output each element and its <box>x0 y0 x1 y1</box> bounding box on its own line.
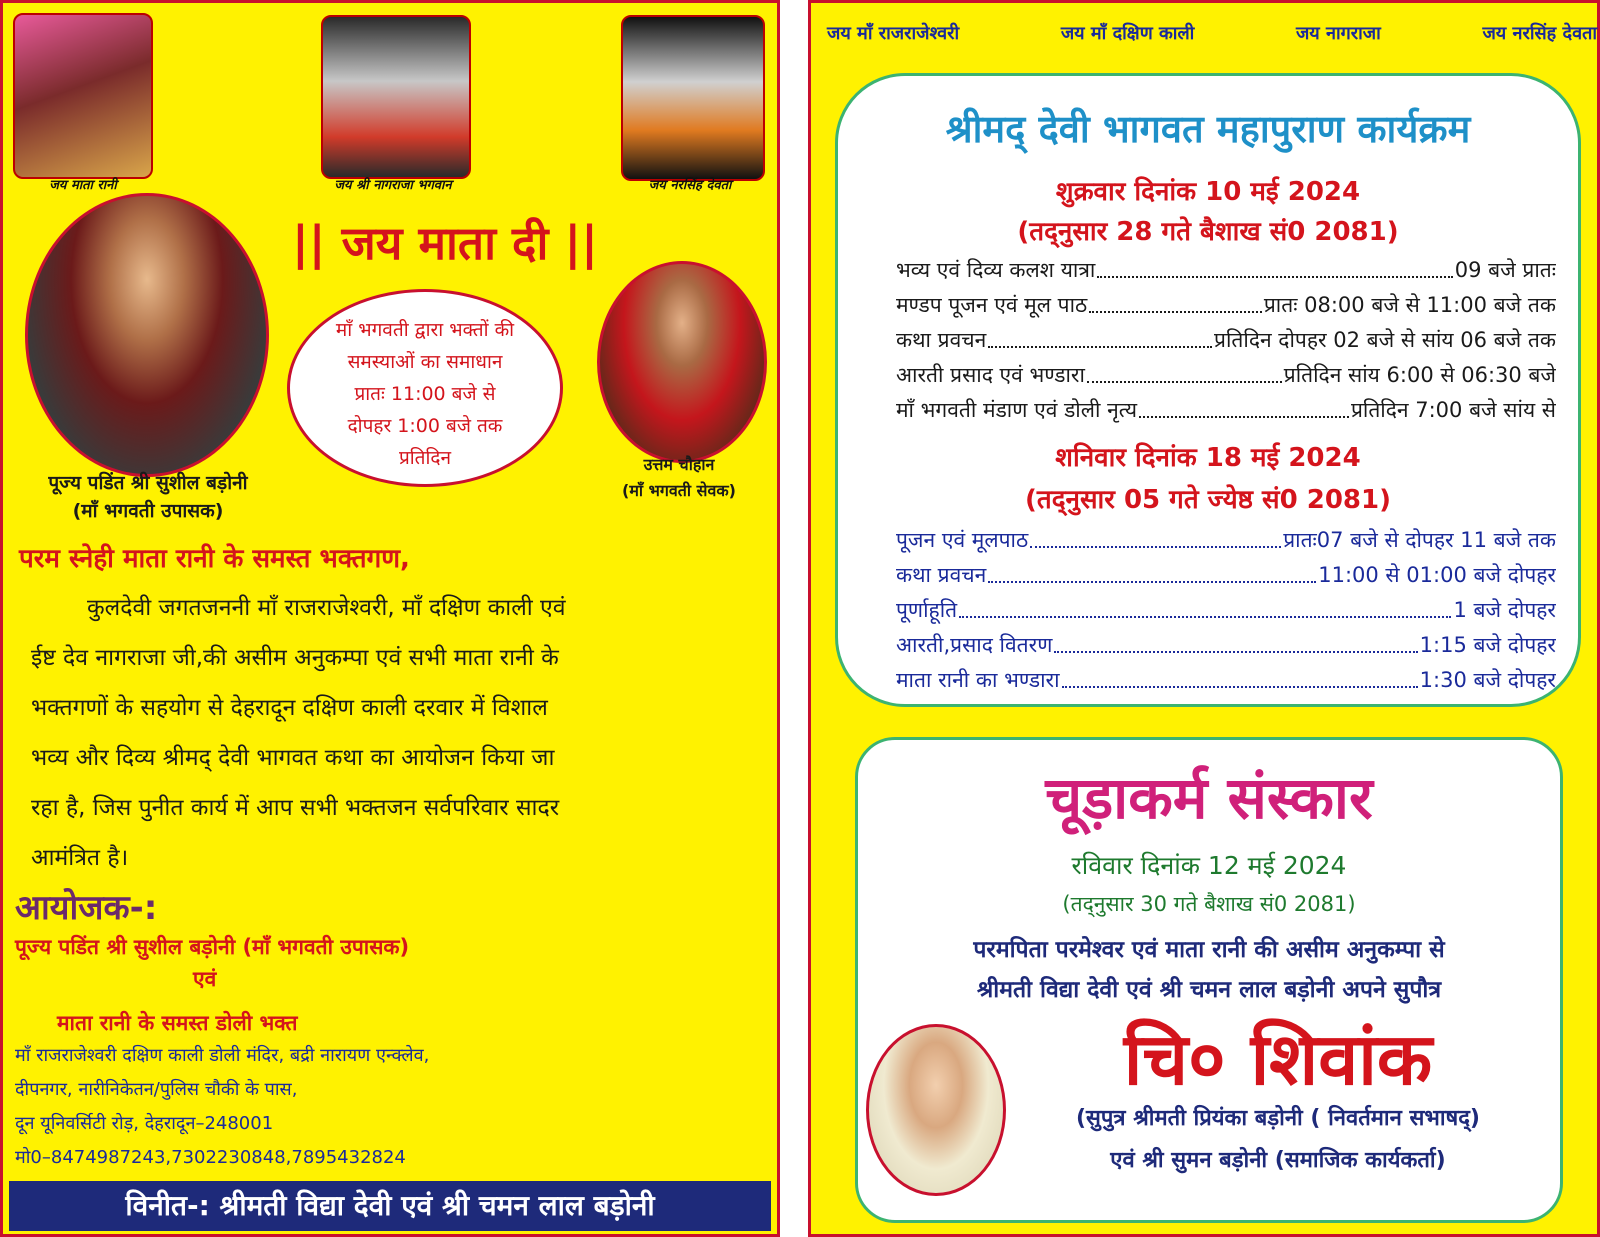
sanskar-title: चूड़ाकर्म संस्कार <box>1045 764 1373 832</box>
row-value: प्रातः 08:00 बजे से 11:00 बजे तक <box>1263 293 1556 317</box>
greeting-line: परम स्नेही माता रानी के समस्त भक्तगण, <box>19 544 410 574</box>
leader-dots <box>1087 361 1282 383</box>
row-label: कथा प्रवचन <box>896 328 987 352</box>
deity-caption-3: जय नरसिंह देवता <box>648 178 732 193</box>
sanskar-sub: (तद्नुसार 30 गते बैशाख सं0 2081) <box>1062 892 1356 916</box>
deity-photo-narsingh <box>621 15 765 181</box>
oval-line-4: दोपहर 1:00 बजे तक <box>347 415 503 437</box>
program-title: श्रीमद् देवी भागवत महापुराण कार्यक्रम <box>945 107 1471 151</box>
day2-row-5 <box>896 666 1556 694</box>
organizer-line-1: पूज्य पडिंत श्री सुशील बड़ोनी (माँ भगवती उपासक) <box>15 935 410 959</box>
deity-photo-nagraja <box>321 15 471 179</box>
parents-line-1: (सुपुत्र श्रीमती प्रियंका बड़ोनी ( निवर्तमान सभाषद्) <box>1076 1106 1480 1131</box>
row-value: प्रतिदिन दोपहर 02 बजे से सांय 06 बजे तक <box>1214 328 1556 352</box>
row-value: 1 बजे दोपहर <box>1453 598 1556 622</box>
jai-mata-di-banner: || जय माता दी || <box>292 216 598 270</box>
row-label: पूर्णाहूति <box>896 598 958 622</box>
sanskar-date: रविवार दिनांक 12 मई 2024 <box>1071 851 1347 880</box>
deity-photo-mata-rani <box>13 13 153 179</box>
organizer-line-3: माता रानी के समस्त डोली भक्त <box>57 1011 298 1035</box>
row-label: आरती,प्रसाद वितरण <box>896 633 1053 657</box>
oval-line-5: प्रतिदिन <box>398 447 452 469</box>
row-label: माता रानी का भण्डारा <box>896 668 1060 692</box>
deity-caption-1: जय माता रानी <box>49 178 117 193</box>
row-value: 1:15 बजे दोपहर <box>1419 633 1556 657</box>
address-line-4: मो0–8474987243,7302230848,7895432824 <box>15 1147 406 1168</box>
child-photo <box>866 1024 1006 1196</box>
jai-1: जय माँ राजराजेश्वरी <box>827 23 960 44</box>
day2-row-2 <box>896 561 1556 589</box>
body-line-3: भक्तगणों के सहयोग से देहरादून दक्षिण काली दरवार में विशाल <box>31 695 548 721</box>
day2-date: शनिवार दिनांक 18 मई 2024 <box>1055 443 1361 473</box>
person2-title: (माँ भगवती सेवक) <box>622 481 736 500</box>
day2-row-4 <box>896 631 1556 659</box>
invitation-body <box>31 583 761 883</box>
day1-row-1 <box>896 256 1556 284</box>
day2-row-1 <box>896 526 1556 554</box>
row-value: प्रातः07 बजे से दोपहर 11 बजे तक <box>1283 528 1556 552</box>
sanskar-box <box>855 737 1563 1223</box>
center-oval-text <box>290 314 560 474</box>
jai-4: जय नरसिंह देवता <box>1482 23 1597 44</box>
body-line-4: भव्य और दिव्य श्रीमद् देवी भागवत कथा का आयोजन किया जा <box>31 745 555 771</box>
child-name: चि० शिवांक <box>1123 1017 1433 1101</box>
leader-dots <box>1062 666 1418 688</box>
row-label: कथा प्रवचन <box>896 563 987 587</box>
leader-dots <box>988 326 1212 348</box>
address-block <box>15 1039 429 1175</box>
parents-line-2: एवं श्री सुमन बड़ोनी (समाजिक कार्यकर्ता) <box>1110 1148 1446 1173</box>
row-value: 1:30 बजे दोपहर <box>1419 668 1556 692</box>
right-program-panel <box>808 0 1600 1237</box>
leader-dots <box>988 561 1316 583</box>
day2-sub: (तद्नुसार 05 गते ज्येष्ठ सं0 2081) <box>1025 485 1391 515</box>
row-label: आरती प्रसाद एवं भण्डारा <box>896 363 1085 387</box>
leader-dots <box>1089 291 1262 313</box>
body-line-5: रहा है, जिस पुनीत कार्य में आप सभी भक्तजन सर्वपरिवार सादर <box>31 795 560 821</box>
day1-row-3 <box>896 326 1556 354</box>
row-value: प्रतिदिन 7:00 बजे सांय से <box>1350 398 1556 422</box>
row-label: माँ भगवती मंडाण एवं डोली नृत्य <box>896 398 1138 422</box>
oval-line-2: समस्याओं का समाधान <box>347 351 503 373</box>
footer-text: विनीत-: श्रीमती विद्या देवी एवं श्री चमन लाल बड़ोनी <box>125 1189 655 1222</box>
oval-line-3: प्रातः 11:00 बजे से <box>354 383 496 405</box>
body-line-6: आमंत्रित है। <box>31 845 129 871</box>
person1-title: (माँ भगवती उपासक) <box>72 500 224 522</box>
row-value: 09 बजे प्रातः <box>1454 258 1556 282</box>
sanskar-line-2: श्रीमती विद्या देवी एवं श्री चमन लाल बड़ोनी अपने सुपौत्र <box>976 977 1442 1003</box>
body-line-2: ईष्ट देव नागराजा जी,की असीम अनुकम्पा एवं सभी माता रानी के <box>31 645 559 671</box>
row-value: प्रतिदिन सांय 6:00 से 06:30 बजे <box>1283 363 1556 387</box>
jai-3: जय नागराजा <box>1295 23 1381 44</box>
day1-sub: (तद्नुसार 28 गते बैशाख सं0 2081) <box>1017 217 1399 247</box>
leader-dots <box>1097 256 1452 278</box>
address-line-1: माँ राजराजेश्वरी दक्षिण काली डोली मंदिर, बद्री नारायण एन्क्लेव, <box>15 1045 430 1066</box>
leader-dots <box>1030 526 1281 548</box>
deity-caption-2: जय श्री नागराजा भगवान <box>334 178 452 193</box>
leader-dots <box>1054 631 1417 653</box>
day1-date: शुक्रवार दिनांक 10 मई 2024 <box>1055 177 1361 207</box>
top-jai-line <box>827 21 1597 45</box>
footer-vineet <box>9 1181 771 1231</box>
day1-row-4 <box>896 361 1556 389</box>
photo-uttam-chauhan <box>597 261 767 463</box>
organizer-heading: आयोजक-: <box>15 888 158 928</box>
center-oval-notice <box>287 289 563 487</box>
leader-dots <box>1139 396 1349 418</box>
program-box <box>835 73 1581 707</box>
sanskar-line-1: परमपिता परमेश्वर एवं माता रानी की असीम अनुकम्पा से <box>973 937 1445 963</box>
row-label: भव्य एवं दिव्य कलश यात्रा <box>896 258 1096 282</box>
oval-line-1: माँ भगवती द्वारा भक्तों की <box>335 319 515 341</box>
row-value: 11:00 से 01:00 बजे दोपहर <box>1318 563 1556 587</box>
day1-row-2 <box>896 291 1556 319</box>
organizer-line-2: एवं <box>193 967 217 991</box>
photo-pandit-sushil <box>25 193 269 477</box>
person2-name: उत्तम चौहान <box>643 455 715 474</box>
jai-2: जय माँ दक्षिण काली <box>1060 23 1195 44</box>
person1-name: पूज्य पडिंत श्री सुशील बड़ोनी <box>48 472 248 494</box>
body-line-1: कुलदेवी जगतजननी माँ राजराजेश्वरी, माँ दक्षिण काली एवं <box>87 595 566 621</box>
address-line-3: दून यूनिवर्सिटी रोड़, देहरादून–248001 <box>15 1113 274 1134</box>
left-invitation-panel <box>0 0 780 1237</box>
row-label: मण्डप पूजन एवं मूल पाठ <box>896 293 1088 317</box>
day1-row-5 <box>896 396 1556 424</box>
row-label: पूजन एवं मूलपाठ <box>896 528 1029 552</box>
address-line-2: दीपनगर, नारीनिकेतन/पुलिस चौकी के पास, <box>15 1079 298 1100</box>
leader-dots <box>959 596 1451 618</box>
day2-row-3 <box>896 596 1556 624</box>
